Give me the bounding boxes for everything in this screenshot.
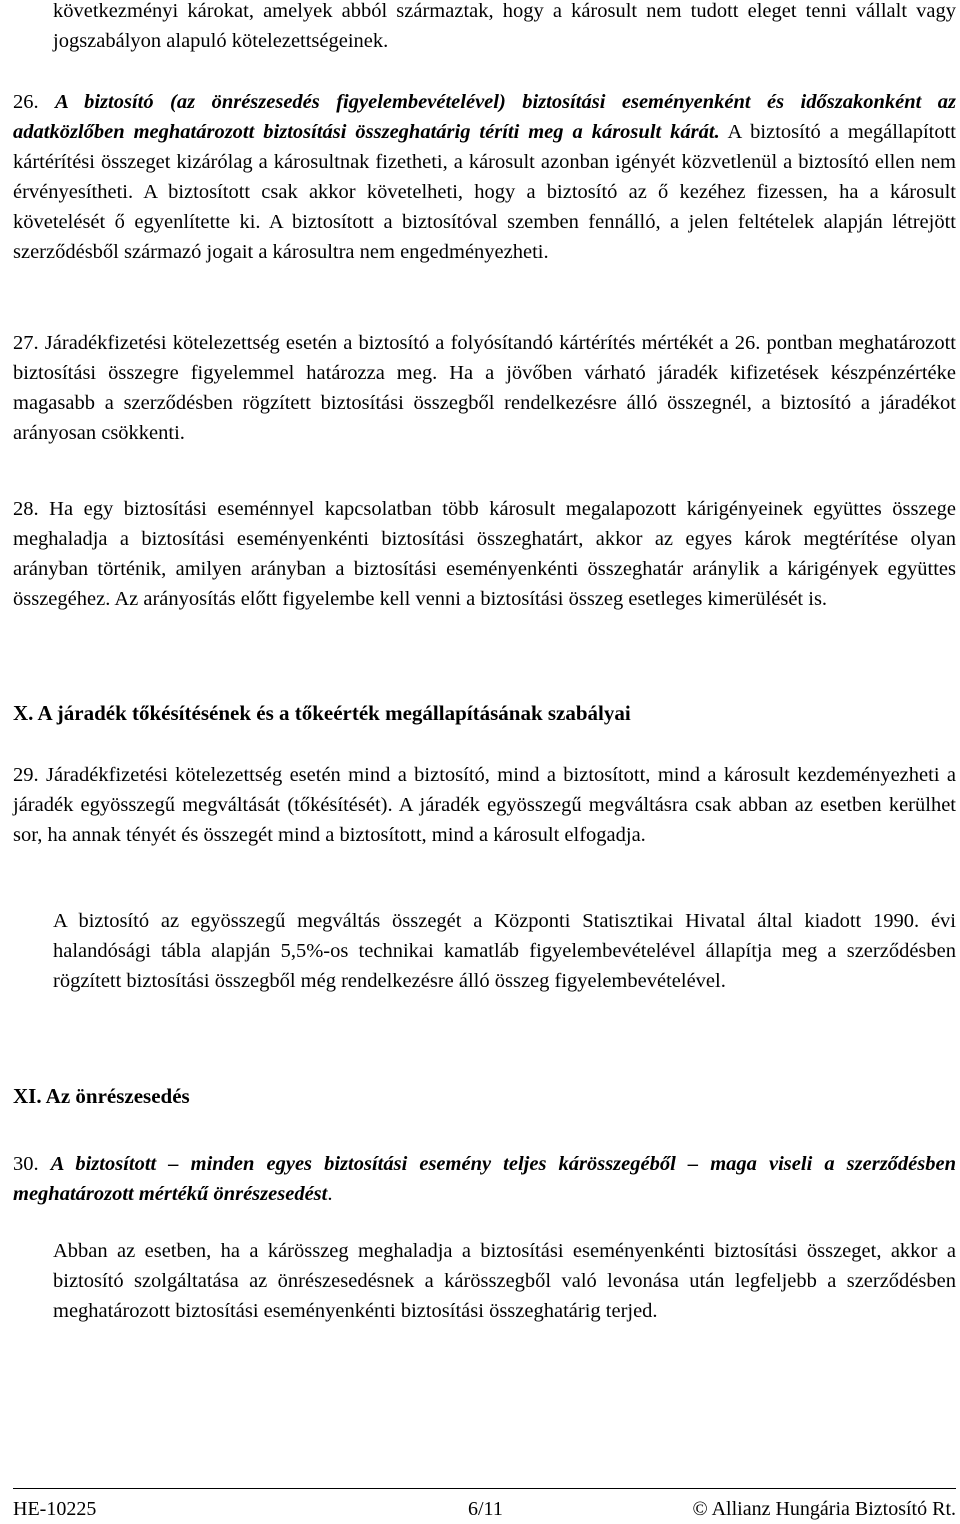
paragraph-27	[13, 328, 956, 448]
section-heading-x: X. A járadék tőkésítésének és a tőkeérték megállapításának szabályai	[13, 701, 631, 725]
paragraph-number: 28.	[13, 498, 39, 520]
paragraph-number: 26.	[13, 91, 39, 113]
paragraph-number: 30.	[13, 1153, 39, 1175]
paragraph-27-body: Járadékfizetési kötelezettség esetén a biztosító a folyósítandó kártérítés mértékét a 26. pontban meghatározott biztosítási összegre figyelemmel határozza meg. Ha a jövőben várható járadék kifizetések készpénzértéke magasabb a szerződésben rögzített biztosítási összegből rendelkezésre álló összegnél, a biztosító a járadékot arányosan csökkenti.	[13, 332, 957, 444]
paragraph-number: 29.	[13, 764, 39, 786]
page-footer	[13, 1488, 956, 1523]
footer-copyright: © Allianz Hungária Biztosító Rt.	[692, 1498, 956, 1520]
paragraph-number: 27.	[13, 332, 39, 354]
paragraph-28	[13, 494, 956, 614]
paragraph-29-body: Járadékfizetési kötelezettség esetén mind a biztosító, mind a biztosított, mind a károsult kezdeményezheti a járadék egyösszegű megváltását (tőkésítését). A járadék egyösszegű megváltásra csak abban az esetben kerülhet sor, ha annak tényét és összegét mind a biztosított, mind a károsult elfogadja.	[13, 764, 957, 846]
paragraph-26	[13, 87, 956, 267]
paragraph-26-body: A biztosító a megállapított kártérítési összeget kizárólag a károsultnak fizetheti, a károsult azonban igényét közvetlenül a biztosító ellen nem érvényesítheti. A biztosított csak akkor követelheti, hogy a biztosító az ő kezéhez fizessen, ha a károsult követelését ő egyenlítette ki. A biztosított a biztosítóval szemben fennálló, a jelen feltételek alapján létrejött szerződésből származó jogait a károsultra nem engedményezheti.	[13, 121, 956, 263]
paragraph-30-continued: Abban az esetben, ha a kárösszeg meghaladja a biztosítási eseményenkénti biztosítási összeget, akkor a biztosító szolgáltatása az önrészesedésnek a kárösszegből való levonása után legfeljebb a szerződésben meghatározott biztosítási eseményenkénti biztosítási összeghatárig terjed.	[53, 1240, 956, 1322]
paragraph-26-emphasis: A biztosító (az önrészesedés figyelembevételével) biztosítási eseményenként és időszakonként az adatközlőben meghatározott biztosítási összeghatárig téríti meg a károsult kárát.	[13, 91, 956, 143]
footer-page-number: 6/11	[468, 1498, 503, 1520]
section-heading-xi: XI. Az önrészesedés	[13, 1084, 190, 1108]
intro-tail-paragraph: következményi károkat, amelyek abból származtak, hogy a károsult nem tudott eleget tenni vállalt vagy jogszabályon alapuló kötelezettségeinek.	[53, 0, 956, 52]
paragraph-28-body: Ha egy biztosítási eseménnyel kapcsolatban több károsult megalapozott kárigényeinek együttes összege meghaladja a biztosítási eseményenkénti biztosítási összeghatárt, akkor az egyes károk megtérítése olyan arányban történik, amilyen arányban a biztosítási eseményenkénti összeghatár aránylik a kárigények együttes összegéhez. Az arányosítás előtt figyelembe kell venni a biztosítási összeg esetleges kimerülését is.	[13, 498, 957, 610]
paragraph-29	[13, 760, 956, 850]
paragraph-29-continued: A biztosító az egyösszegű megváltás összegét a Központi Statisztikai Hivatal által kiadott 1990. évi halandósági tábla alapján 5,5%-os technikai kamatláb figyelembevételével állapítja meg a szerződésben rögzített biztosítási összegből még rendelkezésre álló összeg figyelembevételével.	[53, 910, 956, 992]
paragraph-30-emphasis: A biztosított – minden egyes biztosítási esemény teljes kárösszegéből – maga viseli a szerződésben meghatározott mértékű önrészesedést	[13, 1153, 957, 1205]
footer-document-code: HE-10225	[13, 1498, 97, 1520]
paragraph-30	[13, 1149, 956, 1209]
paragraph-30-body: .	[327, 1183, 333, 1205]
